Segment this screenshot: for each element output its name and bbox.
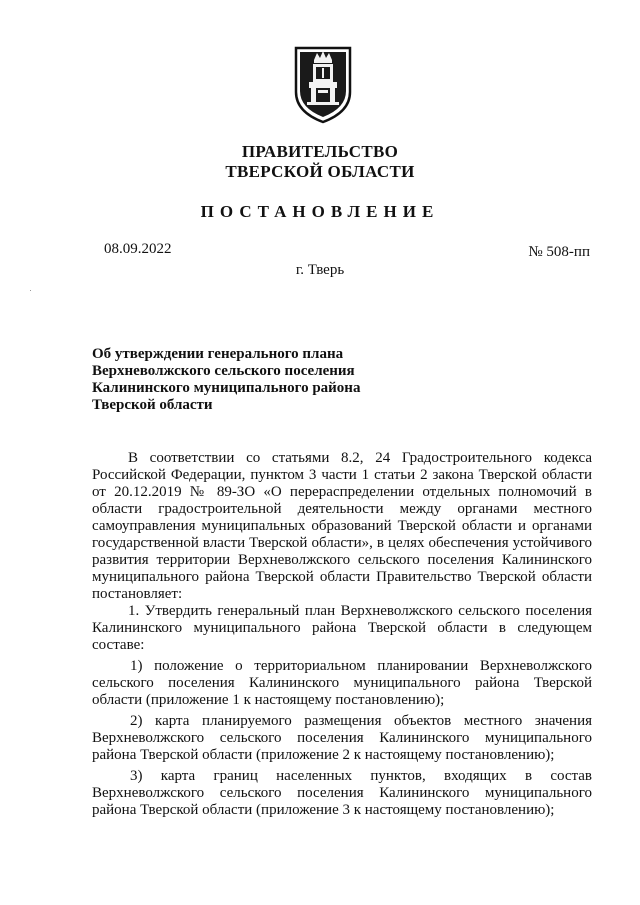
title-line: Тверской области [92,397,213,413]
title-line: Об утверждении генерального плана [92,346,344,362]
document-body [92,450,592,819]
title-line: Верхневолжского сельского поселения [92,363,355,379]
document-city: г. Тверь [295,262,345,278]
title-line: Калининского муниципального района [92,380,361,396]
org-name-line2: ТВЕРСКОЙ ОБЛАСТИ [225,162,415,181]
document-type: ПОСТАНОВЛЕНИЕ [200,202,440,221]
document-title [92,346,360,414]
subitem-1-paragraph: 1) положение о территориальном планировании Верхневолжского сельского поселения Калининского муниципального района Тверской области (приложение 1 к настоящему постановлению); [92,658,592,708]
item-1-paragraph: 1. Утвердить генеральный план Верхневолжского сельского поселения Калининского муниципального района Тверской области в следующем составе: [92,603,592,653]
tver-emblem-icon [292,40,354,124]
document-date: 08.09.2022 [104,241,172,257]
preamble-paragraph: В соответствии со статьями 8.2, 24 Градостроительного кодекса Российской Федерации, пунктом 3 части 1 статьи 2 закона Тверской области от 20.12.2019 № 89-ЗО «О перераспределении отдельных полномочий в области градостроительной деятельности между органами местного самоуправления муниципальных образований Тверской области и органами государственной власти Тверской области», в целях обеспечения устойчивого развития территории Верхневолжского сельского поселения Калининского муниципального района Тверской области Правительство Тверской области постановляет: [92,450,592,602]
document-number: № 508-пп [528,244,590,260]
org-name-line1: ПРАВИТЕЛЬСТВО [241,142,399,161]
subitem-3-paragraph: 3) карта границ населенных пунктов, входящих в состав Верхневолжского сельского поселения Калининского муниципального района Тверской области (приложение 3 к настоящему постановлению); [92,768,592,818]
coat-of-arms-icon [292,40,354,124]
subitem-2-paragraph: 2) карта планируемого размещения объектов местного значения Верхневолжского сельского поселения Калининского муниципального района Тверской области (приложение 2 к настоящему постановлению); [92,713,592,763]
scan-dot [30,290,31,291]
